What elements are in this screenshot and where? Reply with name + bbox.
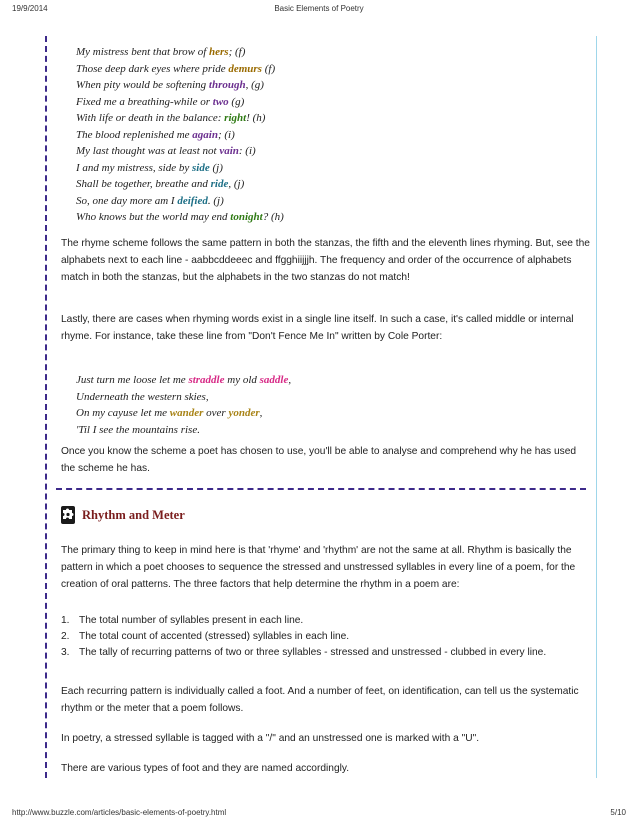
poem-line: My last thought was at least not vain: (i): [76, 145, 256, 157]
right-border-line: [596, 36, 597, 778]
poem-line: When pity would be softening through, (g): [76, 79, 264, 91]
paragraph-stressed-syllable: In poetry, a stressed syllable is tagged with a "/" and an unstressed one is marked with a "U".: [61, 733, 480, 744]
paragraph-rhythm: The primary thing to keep in mind here is that 'rhyme' and 'rhythm' are not the same at all. Rhythm is basically the pattern in which a poet chooses to sequence the stressed and unstressed syllables in every line of a poem, for the creation of oral patterns. The three factors that help determine the rhythm in a poem are:: [61, 545, 576, 590]
rhyme-word: deified: [177, 194, 208, 207]
left-dashed-border: [45, 36, 47, 778]
poem-line: Fixed me a breathing-while or two (g): [76, 95, 245, 108]
poem-line: Who knows but the world may end tonight? (h): [76, 211, 284, 223]
print-url: http://www.buzzle.com/articles/basic-elements-of-poetry.html: [12, 808, 227, 817]
poem-line: With life or death in the balance: right! (h): [76, 112, 266, 124]
puzzle-icon: [61, 506, 75, 524]
poem-stanza: [76, 44, 284, 226]
poem-excerpt: [76, 372, 291, 438]
rhyme-word: straddle: [188, 374, 225, 386]
print-date: 19/9/2014: [12, 4, 48, 13]
paragraph-scheme-use: Once you know the scheme a poet has chosen to use, you'll be able to analyse and comprehend why he has used the scheme he has.: [61, 446, 577, 474]
rhyme-word: wander: [169, 407, 204, 419]
poem-line: On my cayuse let me wander over yonder,: [76, 407, 263, 419]
rhyme-word: yonder: [228, 407, 260, 419]
print-page-number: 5/10: [610, 808, 626, 817]
section-divider: [56, 488, 586, 490]
rhyme-word: ride: [210, 178, 229, 190]
list-item: 1. The total number of syllables present in each line.: [61, 615, 304, 626]
poem-line: I and my mistress, side by side (j): [76, 161, 223, 174]
poem-line: 'Til I see the mountains rise.: [76, 423, 200, 436]
rhyme-word: side: [192, 161, 210, 174]
list-item: 3. The tally of recurring patterns of two or three syllables - stressed and unstressed - clubbed in every line.: [61, 647, 547, 658]
rhyme-word: tonight: [230, 211, 263, 223]
rhyme-word: again: [192, 128, 218, 141]
poem-line: Just turn me loose let me straddle my old saddle,: [76, 374, 292, 386]
rhyme-word: two: [212, 95, 229, 108]
rhyme-word: hers: [209, 46, 229, 58]
poem-line: Shall be together, breathe and ride, (j): [76, 178, 245, 190]
rhyme-word: saddle: [259, 374, 289, 386]
paragraph-rhyme-scheme: The rhyme scheme follows the same pattern in both the stanzas, the fifth and the eleventh lines rhyming. But, see the alphabets next to each line - aabbcddeeec and ffgghiijjjh. The frequency and order of the occurrence of alphabets match in both the stanzas, but the alphabets in the two stanzas do not match!: [61, 238, 590, 283]
paragraph-foot: Each recurring pattern is individually called a foot. And a number of feet, on identification, can tell us the systematic rhythm or the meter that a poem follows.: [61, 686, 579, 714]
rhyme-word: through: [208, 79, 246, 91]
poem-line: My mistress bent that brow of hers; (f): [76, 46, 246, 58]
paragraph-foot-types: There are various types of foot and they are named accordingly.: [61, 763, 350, 774]
poem-line: Underneath the western skies,: [76, 390, 209, 403]
section-title: Rhythm and Meter: [82, 508, 185, 522]
rhythm-factors-list: [61, 613, 591, 661]
poem-line: So, one day more am I deified. (j): [76, 194, 224, 207]
list-item: 2. The total count of accented (stressed) syllables in each line.: [61, 631, 350, 642]
rhyme-word: vain: [219, 145, 239, 157]
rhyme-word: demurs: [228, 62, 262, 75]
paragraph-internal-rhyme: Lastly, there are cases when rhyming words exist in a single line itself. In such a case, it's called middle or internal rhyme. For instance, take these line from "Don't Fence Me In" written by Cole Porter:: [61, 314, 574, 342]
poem-line: The blood replenished me again; (i): [76, 128, 235, 141]
print-page-title: Basic Elements of Poetry: [274, 4, 364, 13]
poem-line: Those deep dark eyes where pride demurs (f): [76, 62, 276, 75]
rhyme-word: right: [224, 112, 247, 124]
